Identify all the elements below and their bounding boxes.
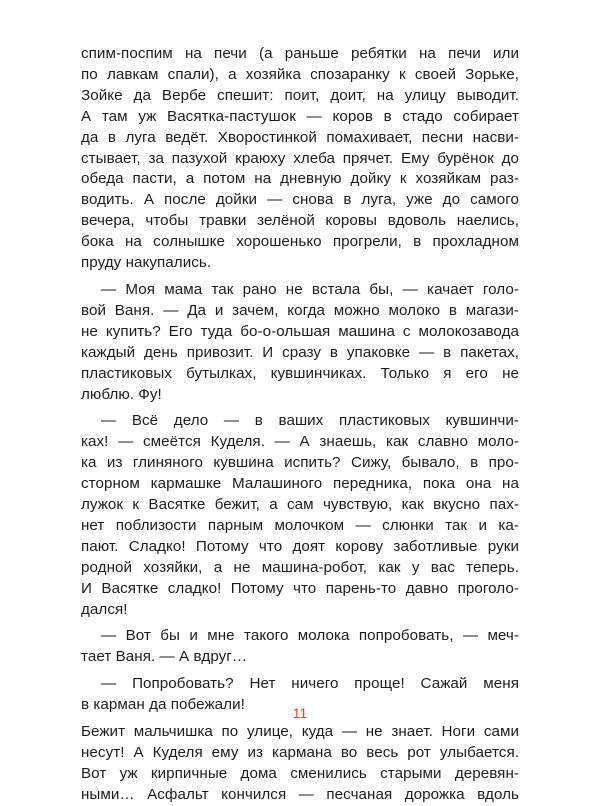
text-line: водить. А после дойки — снова в луга, уже до самого: [81, 191, 519, 209]
text-line: не купить? Его туда бо-о-ольшая машина с молокозавода: [81, 322, 519, 340]
body-text: [81, 44, 519, 806]
text-line: несут! А Куделя ему из кармана во весь рот улыбается.: [81, 744, 519, 761]
text-line: Зойке да Вербе спешит: поит, доит, на улицу выводит.: [81, 86, 519, 104]
text-line: каждый день привозит. И сразу в упаковке — в пакетах,: [81, 343, 519, 361]
text-line: И Васятке сладко! Потому что парень-то давно проголо-: [81, 579, 519, 597]
paragraph: [81, 626, 519, 668]
text-line: нет поблизости парным молочком — слюнки так и ка-: [81, 516, 519, 534]
page-number: 11: [292, 705, 308, 721]
text-line: пластиковых бутылках, кувшинчиках. Только я его не: [81, 364, 519, 382]
paragraph: [81, 44, 519, 274]
text-line: обеда пасти, а потом на дневную дойку к хозяйкам раз-: [81, 170, 519, 188]
text-line: ках! — смеётся Куделя. — А знаешь, как славно моло-: [81, 433, 519, 451]
paragraph: [81, 411, 519, 620]
text-line: дался!: [81, 600, 128, 618]
text-line: сторном кармашке Малашиного передника, пока она на: [81, 475, 519, 493]
text-line: — Попробовать? Нет ничего проще! Сажай меня: [101, 675, 519, 693]
text-line: в карман да побежали!: [81, 696, 245, 714]
text-line: Бежит мальчишка по улице, куда — не знает. Ноги сами: [81, 723, 519, 741]
text-line: тает Ваня. — А вдруг…: [81, 648, 248, 666]
text-line: бока на солнышке хорошенько прогрели, в прохладном: [81, 233, 519, 251]
text-line: да в луга ведёт. Хворостинкой помахивает, песни насви-: [81, 128, 519, 146]
paragraph: [81, 722, 519, 806]
text-line: ка из глиняного кувшина испить? Сижу, бывало, в про-: [81, 454, 519, 472]
text-line: пруду накупались.: [81, 254, 212, 272]
text-line: спим-поспим на печи (а раньше ребятки на печи или: [81, 45, 519, 62]
text-line: вечера, чтобы травки зелёной коровы вдоволь наелись,: [81, 212, 519, 230]
text-line: родной хозяйки, а не машина-робот, как у вас теперь.: [81, 558, 519, 576]
text-line: Вот уж кирпичные дома сменились старыми деревян-: [81, 764, 519, 782]
text-line: — Вот бы и мне такого молока попробовать, — меч-: [101, 627, 519, 645]
text-line: А там уж Васятка-пастушок — коров в стадо собирает: [81, 107, 519, 125]
text-line: ными… Асфальт кончился — песчаная дорожка вдоль: [81, 785, 519, 803]
text-line: вой Ваня. — Да и зачем, когда можно молоко в магази-: [81, 301, 519, 319]
text-line: люблю. Фу!: [81, 385, 162, 403]
text-line: по лавкам спали), а хозяйка спозаранку к своей Зорьке,: [81, 65, 519, 83]
text-line: стывает, за пазухой краюху хлеба прячет. Ему бурёнок до: [81, 149, 519, 167]
paragraph: [81, 280, 519, 405]
text-line: лужок к Васятке бежит, а сам чувствую, как вкусно пах-: [81, 496, 519, 514]
text-line: пают. Сладко! Потому что доят корову заботливые руки: [81, 537, 519, 555]
text-line: — Всё дело — в ваших пластиковых кувшинчи-: [101, 412, 519, 430]
text-line: — Моя мама так рано не встала бы, — качает голо-: [101, 280, 519, 298]
